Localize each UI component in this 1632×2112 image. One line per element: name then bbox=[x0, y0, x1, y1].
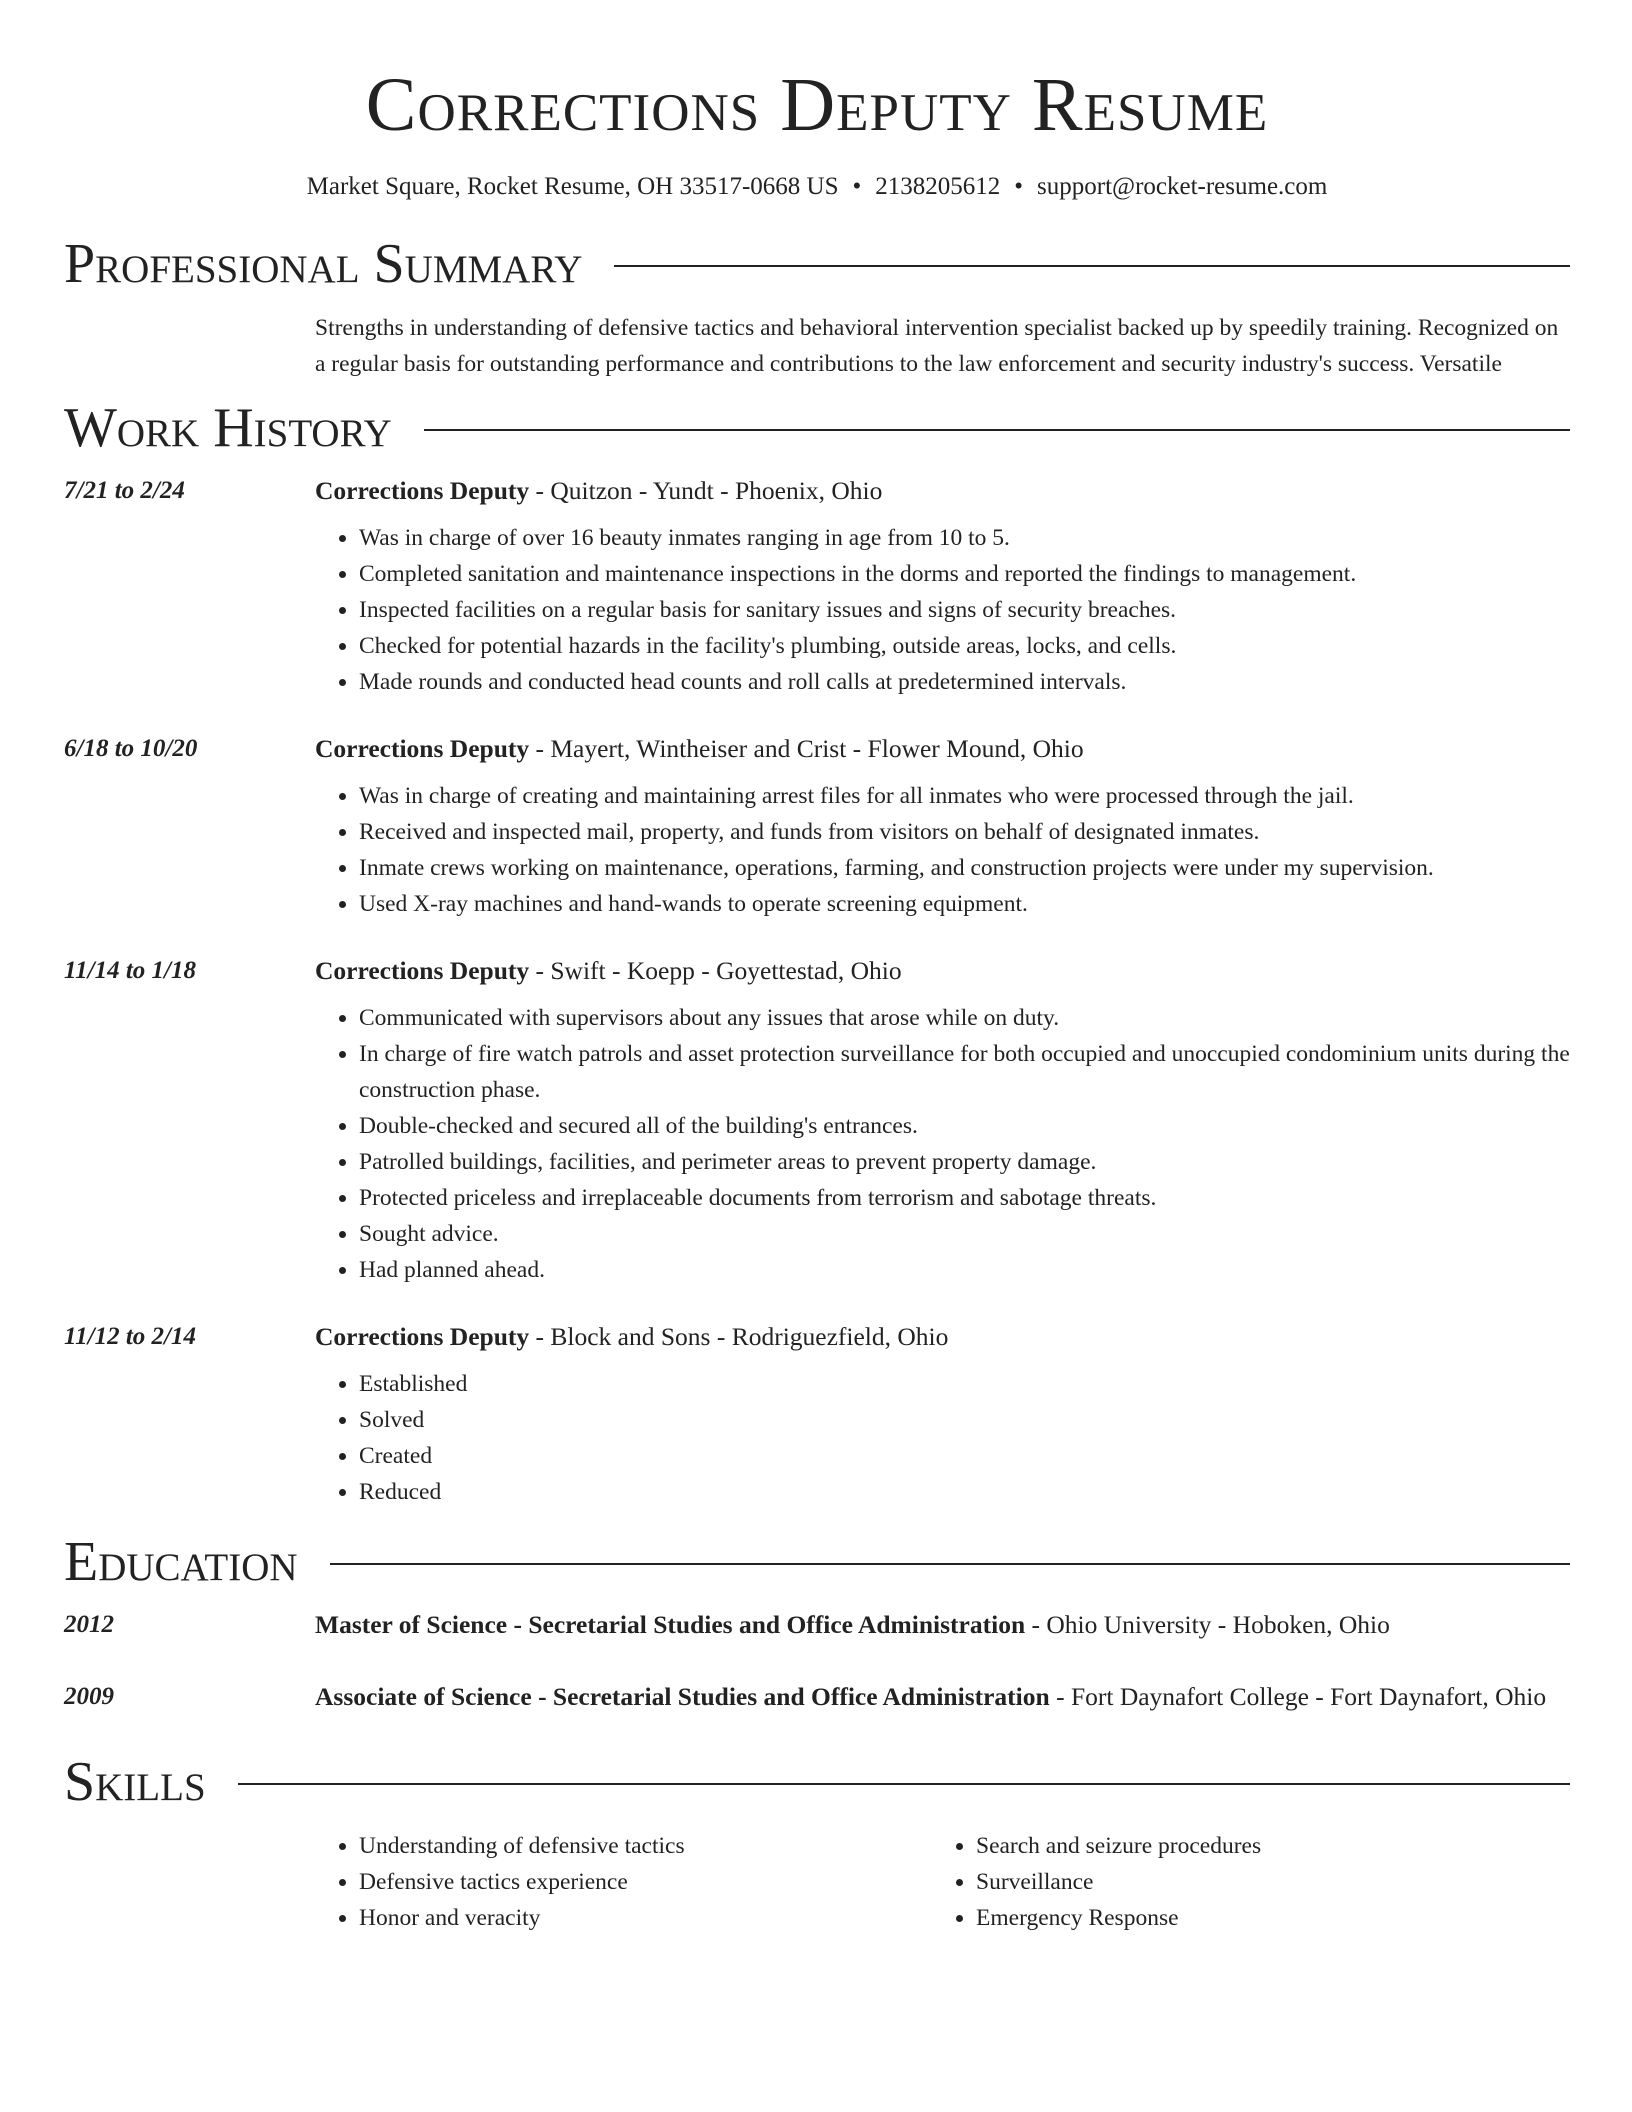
education-heading bbox=[315, 1678, 1570, 1716]
job-bullets bbox=[315, 1000, 1570, 1288]
skill-item: • Understanding of defensive tactics bbox=[359, 1828, 932, 1864]
education-entry bbox=[64, 1606, 1570, 1644]
job-entry bbox=[64, 1318, 1570, 1510]
list-item: • Solved bbox=[359, 1402, 1570, 1438]
job-employer: - Quitzon - Yundt - Phoenix, Ohio bbox=[529, 476, 883, 505]
list-item: • Established bbox=[359, 1366, 1570, 1402]
list-item: • Inmate crews working on maintenance, operations, farming, and construction projects were under my supervision. bbox=[359, 850, 1570, 886]
separator: • bbox=[852, 173, 862, 200]
phone: 2138205612 bbox=[875, 173, 1001, 200]
resume-page bbox=[64, 0, 1570, 1936]
job-bullets bbox=[315, 520, 1570, 700]
list-item: • In charge of fire watch patrols and asset protection surveillance for both occupied and unoccupied condominium units during the construction phase. bbox=[359, 1036, 1570, 1108]
job-title: Corrections Deputy bbox=[315, 1322, 530, 1351]
education-year: 2012 bbox=[64, 1611, 114, 1638]
contact-line bbox=[64, 170, 1570, 204]
section-divider bbox=[424, 429, 1570, 431]
list-item: • Completed sanitation and maintenance inspections in the dorms and reported the findings to management. bbox=[359, 556, 1570, 592]
list-item: • Created bbox=[359, 1438, 1570, 1474]
skill-item: • Search and seizure procedures bbox=[976, 1828, 1549, 1864]
separator: • bbox=[1014, 173, 1024, 200]
job-employer: - Swift - Koepp - Goyettestad, Ohio bbox=[529, 956, 902, 985]
summary-section-header bbox=[64, 232, 1570, 296]
education-heading bbox=[315, 1606, 1570, 1644]
list-item: • Communicated with supervisors about any issues that arose while on duty. bbox=[359, 1000, 1570, 1036]
education-entry bbox=[64, 1678, 1570, 1716]
list-item: • Protected priceless and irreplaceable documents from terrorism and sabotage threats. bbox=[359, 1180, 1570, 1216]
job-heading bbox=[315, 730, 1570, 768]
list-item: • Patrolled buildings, facilities, and perimeter areas to prevent property damage. bbox=[359, 1144, 1570, 1180]
skills-section-header bbox=[64, 1750, 1570, 1814]
job-title: Corrections Deputy bbox=[315, 956, 530, 985]
job-title: Corrections Deputy bbox=[315, 476, 530, 505]
section-divider bbox=[330, 1563, 1570, 1565]
email: support@rocket-resume.com bbox=[1037, 173, 1328, 200]
degree: Associate of Science - Secretarial Studies and Office Administration bbox=[315, 1682, 1050, 1711]
list-item: • Used X-ray machines and hand-wands to operate screening equipment. bbox=[359, 886, 1570, 922]
skills-column-left bbox=[315, 1828, 932, 1936]
section-heading: Skills bbox=[64, 1751, 206, 1813]
section-heading: Professional Summary bbox=[64, 233, 583, 295]
list-item: • Was in charge of over 16 beauty inmates ranging in age from 10 to 5. bbox=[359, 520, 1570, 556]
list-item: • Received and inspected mail, property, and funds from visitors on behalf of designated inmates. bbox=[359, 814, 1570, 850]
education-year: 2009 bbox=[64, 1683, 114, 1710]
job-heading bbox=[315, 1318, 1570, 1356]
section-heading: Education bbox=[64, 1531, 298, 1593]
list-item: • Had planned ahead. bbox=[359, 1252, 1570, 1288]
skill-item: • Surveillance bbox=[976, 1864, 1549, 1900]
job-dates: 6/18 to 10/20 bbox=[64, 735, 198, 762]
resume-title: Corrections Deputy Resume bbox=[365, 63, 1269, 147]
skill-item: • Honor and veracity bbox=[359, 1900, 932, 1936]
degree: Master of Science - Secretarial Studies and Office Administration bbox=[315, 1610, 1026, 1639]
job-heading bbox=[315, 952, 1570, 990]
job-entry bbox=[64, 730, 1570, 922]
list-item: • Made rounds and conducted head counts and roll calls at predetermined intervals. bbox=[359, 664, 1570, 700]
skill-item: • Emergency Response bbox=[976, 1900, 1549, 1936]
section-divider bbox=[614, 265, 1570, 267]
list-item: • Reduced bbox=[359, 1474, 1570, 1510]
skill-item: • Defensive tactics experience bbox=[359, 1864, 932, 1900]
education-section-header bbox=[64, 1530, 1570, 1594]
section-divider bbox=[238, 1783, 1570, 1785]
summary-text: Strengths in understanding of defensive tactics and behavioral intervention specialist backed up by speedily training. Recognized on a regular basis for outstanding performance and contributions to the law enforcement and security industry's success. Versatile bbox=[315, 315, 1559, 377]
job-entry bbox=[64, 472, 1570, 700]
job-dates: 7/21 to 2/24 bbox=[64, 477, 185, 504]
list-item: • Double-checked and secured all of the building's entrances. bbox=[359, 1108, 1570, 1144]
work-section-header bbox=[64, 396, 1570, 460]
job-dates: 11/12 to 2/14 bbox=[64, 1323, 196, 1350]
job-employer: - Mayert, Wintheiser and Crist - Flower Mound, Ohio bbox=[529, 734, 1084, 763]
job-dates: 11/14 to 1/18 bbox=[64, 957, 196, 984]
job-bullets bbox=[315, 778, 1570, 922]
job-entry bbox=[64, 952, 1570, 1288]
job-heading bbox=[315, 472, 1570, 510]
skills-list bbox=[315, 1828, 1570, 1936]
address: Market Square, Rocket Resume, OH 33517-0668 US bbox=[306, 173, 839, 200]
job-title: Corrections Deputy bbox=[315, 734, 530, 763]
school: - Ohio University - Hoboken, Ohio bbox=[1025, 1610, 1390, 1639]
job-bullets bbox=[315, 1366, 1570, 1510]
list-item: • Inspected facilities on a regular basis for sanitary issues and signs of security breaches. bbox=[359, 592, 1570, 628]
list-item: • Checked for potential hazards in the facility's plumbing, outside areas, locks, and cells. bbox=[359, 628, 1570, 664]
list-item: • Was in charge of creating and maintaining arrest files for all inmates who were processed through the jail. bbox=[359, 778, 1570, 814]
section-heading: Work History bbox=[64, 397, 392, 459]
list-item: • Sought advice. bbox=[359, 1216, 1570, 1252]
school: - Fort Daynafort College - Fort Daynafort, Ohio bbox=[1049, 1682, 1547, 1711]
skills-column-right bbox=[932, 1828, 1549, 1936]
job-employer: - Block and Sons - Rodriguezfield, Ohio bbox=[529, 1322, 949, 1351]
